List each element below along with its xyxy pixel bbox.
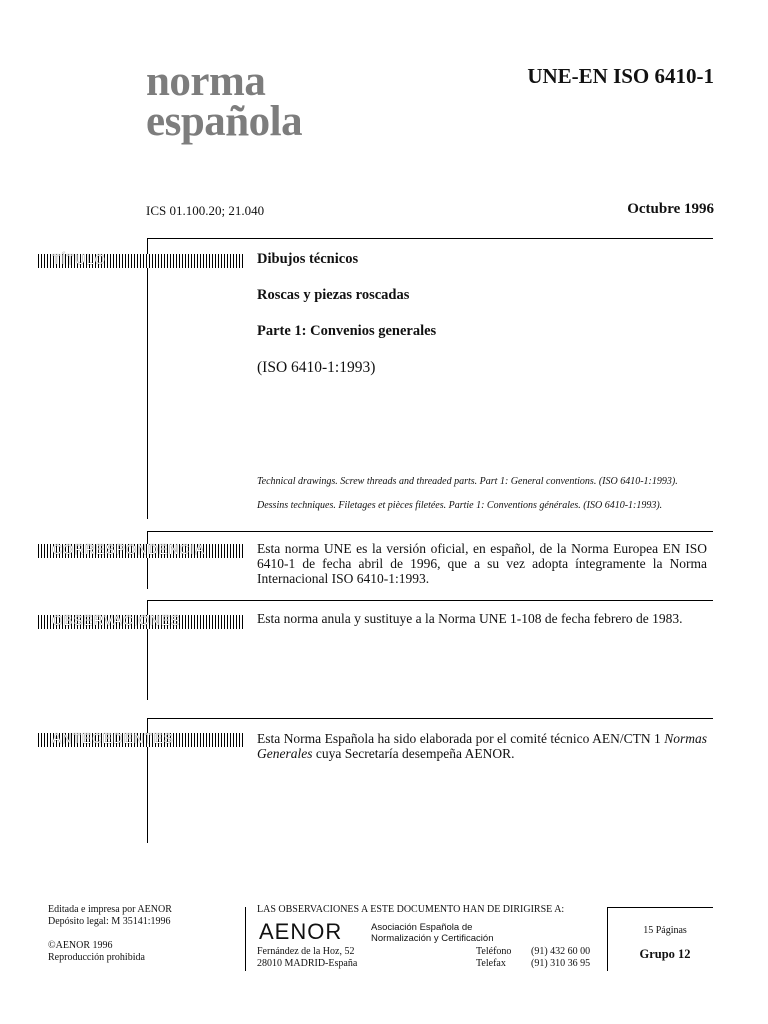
footer-box-top-rule [607, 907, 713, 908]
footer-address-line-1: Fernández de la Hoz, 52 [257, 946, 355, 957]
footer-phone-numbers [531, 946, 590, 970]
brand-line-2: española [146, 98, 303, 145]
footer-printed-by: Editada e impresa por AENOR [48, 904, 172, 915]
titulo-label [38, 254, 245, 268]
title-line-3: Parte 1: Convenios generales [257, 323, 437, 339]
antecedentes-text-part-1: Esta Norma Española ha sido elaborada por el comité técnico AEN/CTN 1 [257, 731, 665, 746]
footer-tel-number: (91) 432 60 00 [531, 946, 591, 957]
title-line-1: Dibujos técnicos [257, 251, 359, 267]
publication-date: Octubre 1996 [627, 201, 714, 217]
antecedentes-text [257, 731, 707, 761]
correspondencia-side-rule [147, 531, 148, 589]
footer-address-line-2: 28010 MADRID-España [257, 958, 358, 969]
ics-code: ICS 01.100.20; 21.040 [146, 203, 265, 218]
antecedentes-label-text: ANTECEDENTES [52, 731, 174, 746]
titulo-side-rule [147, 238, 148, 519]
aenor-org-line-2: Normalización y Certificación [371, 933, 494, 944]
correspondencia-top-rule [147, 531, 713, 532]
footer-page-count: 15 Páginas [643, 925, 687, 936]
correspondencia-text: Esta norma UNE es la versión oficial, en español, de la Norma Europea EN ISO 6410-1 de fecha abril de 1996, que a su vez adopta íntegramente la Norma Internacional ISO 6410-1:1993. [257, 541, 707, 586]
footer-address [257, 946, 357, 970]
footer-divider-left [245, 907, 246, 971]
brand-line-1: norma [146, 58, 266, 105]
title-french: Dessins techniques. Filetages et pièces filetées. Partie 1: Conventions générales. (ISO 6410-1:1993). [257, 500, 663, 511]
titulo-top-rule [147, 238, 713, 239]
observaciones-top-rule [147, 600, 713, 601]
aenor-org-line-1: Asociación Española de [371, 922, 473, 933]
antecedentes-text-italic: Normas Generales [257, 731, 707, 761]
aenor-org-name [371, 922, 493, 944]
footer-fax-number: (91) 310 36 95 [531, 958, 591, 969]
title-line-2: Roscas y piezas roscadas [257, 287, 410, 303]
observaciones-text: Esta norma anula y sustituye a la Norma UNE 1-108 de fecha febrero de 1983. [257, 611, 683, 626]
footer-legal-deposit: Depósito legal: M 35141:1996 [48, 916, 171, 927]
observaciones-label-text: OBSERVACIONES [52, 613, 181, 628]
antecedentes-top-rule [147, 718, 713, 719]
standard-code: UNE-EN ISO 6410-1 [527, 64, 714, 88]
footer-reproduction: Reproducción prohibida [48, 952, 145, 963]
brand-title [146, 58, 303, 145]
antecedentes-label [38, 733, 245, 747]
footer-contact-heading: LAS OBSERVACIONES A ESTE DOCUMENTO HAN DE DIRIGIRSE A: [257, 904, 565, 915]
footer-fax-label: Telefax [476, 958, 506, 969]
footer-copyright: ©AENOR 1996 [48, 940, 113, 951]
title-english: Technical drawings. Screw threads and threaded parts. Part 1: General conventions. (ISO 6410-1:1993). [257, 476, 678, 487]
correspondencia-label [38, 544, 245, 558]
title-iso-ref: (ISO 6410-1:1993) [257, 359, 376, 376]
footer-price-group: Grupo 12 [639, 947, 691, 961]
titulo-label-text: TÍTULO [52, 252, 107, 267]
aenor-logo: AENOR [259, 919, 343, 944]
footer-left [48, 904, 172, 964]
footer-tel-label: Teléfono [476, 946, 512, 957]
observaciones-label [38, 615, 245, 629]
antecedentes-text-part-2: cuya Secretaría desempeña AENOR. [312, 746, 515, 761]
correspondencia-label-text: CORRESPONDENCIA [52, 542, 206, 557]
footer-phone-labels [476, 946, 511, 970]
